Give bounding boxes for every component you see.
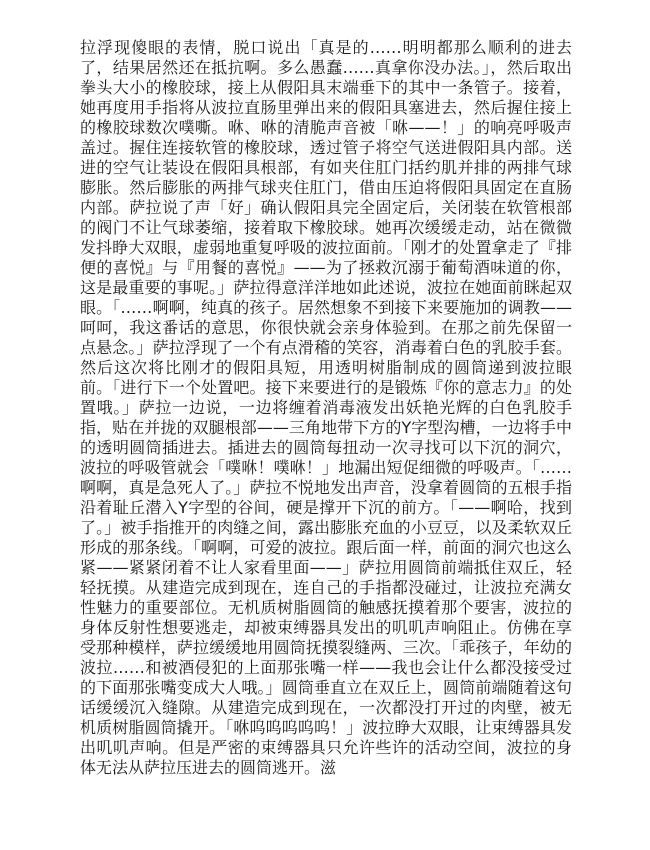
body-paragraph: 拉浮现傻眼的表情，脱口说出「真是的……明明都那么顺利的进去了，结果居然还在抵抗啊。多么愚蠢……真拿你没办法。」，然后取出拳头大小的橡胶球，接上从假阳具末端垂下的其中一条管子。接着，她再度用手指将从波拉直肠里弹出来的假阳具塞进去，然后握住接上的橡胶球数次噗嘶。咻、咻的清脆声音被「咻——！」的响亮呼吸声盖过。握住连接软管的橡胶球，透过管子将空气送进假阳具内部。送进的空气让装设在假阳具根部，有如夹住肛门括约肌并排的两排气球膨胀。然后膨胀的两排气球夹住肛门，借由压迫将假阳具固定在直肠内部。萨拉说了声「好」确认假阳具完全固定后，关闭装在软管根部的阀门不让气球萎缩，接着取下橡胶球。她再次缓缓走动，站在微微发抖睁大双眼，虚弱地重复呼吸的波拉面前。「刚才的处置拿走了『排便的喜悦』与『用餐的喜悦』——为了拯救沉溺于葡萄酒味道的你，这是最重要的事呢。」萨拉得意洋洋地如此述说，波拉在她面前眯起双眼。「……啊啊，纯真的孩子。居然想象不到接下来要施加的调教——呵呵，我这番话的意思，你很快就会亲身体验到。在那之前先保留一点悬念。」萨拉浮现了一个有点滑稽的笑容，消毒着白色的乳胶手套。然后这次将比刚才的假阳具短，用透明树脂制成的圆筒递到波拉眼前。「进行下一个处置吧。接下来要进行的是锻炼『你的意志力』的处置哦。」萨拉一边说，一边将缠着消毒液发出妖艳光辉的白色乳胶手指，贴在并拢的双腿根部——三角地带下方的Y字型沟槽，一边将手中的透明圆筒插进去。插进去的圆筒每扭动一次寻找可以下沉的洞穴，波拉的呼吸管就会「噗咻！噗咻！」地漏出短促细微的呼吸声。「……啊啊，真是急死人了。」萨拉不悦地发出声音，没拿着圆筒的五根手指沿着耻丘潜入Y字型的谷间，硬是撑开下沉的前方。「——啊哈，找到了。」被手指推开的肉缝之间，露出膨胀充血的小豆豆，以及柔软双丘形成的那条线。「啊啊，可爱的波拉。跟后面一样，前面的洞穴也这么紧——紧紧闭着不让人家看里面——」萨拉用圆筒前端抵住双丘，轻轻抚摸。从建造完成到现在，连自己的手指都没碰过，让波拉充满女性魅力的重要部位。无机质树脂圆筒的触感抚摸着那个要害，波拉的身体反射性想要逃走，却被束缚器具发出的叽叽声响阻止。仿佛在享受那种模样，萨拉缓缓地用圆筒抚摸裂缝两、三次。「乖孩子，年幼的波拉……和被酒侵犯的上面那张嘴一样——我也会让什么都没接受过的下面那张嘴变成大人哦。」圆筒垂直立在双丘上，圆筒前端随着这句话缓缓沉入缝隙。从建造完成到现在，一次都没打开过的肉壁，被无机质树脂圆筒撬开。「咻呜呜呜呜呜！」波拉睁大双眼，让束缚器具发出叽叽声响。但是严密的束缚器具只允许些许的活动空间，波拉的身体无法从萨拉压进去的圆筒逃开。滋 [80, 38, 572, 777]
document-page [80, 38, 572, 778]
